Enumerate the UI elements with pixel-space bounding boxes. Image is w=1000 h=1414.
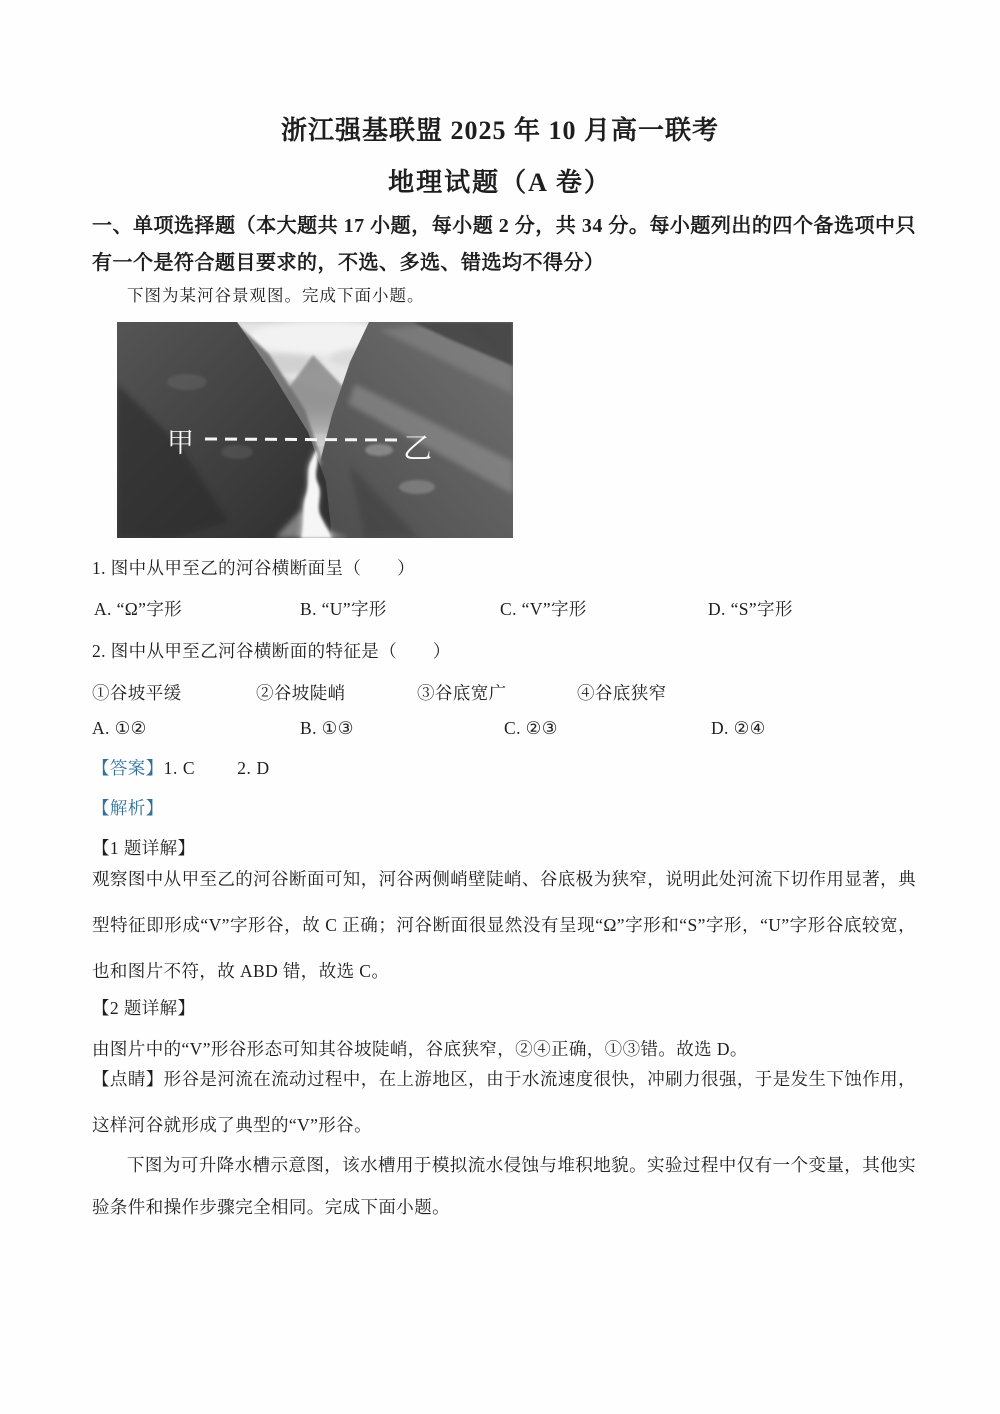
question1-stem: 1. 图中从甲至乙的河谷横断面呈（ ）	[92, 558, 415, 578]
question2-items	[0, 680, 1000, 704]
q1-option-c: C. “V”字形	[500, 599, 587, 619]
q2-item-3: ③谷底宽广	[417, 683, 507, 703]
figure-label-yi: 乙	[403, 433, 433, 465]
scree	[365, 444, 393, 456]
section-heading: 一、单项选择题（本大题共 17 小题，每小题 2 分，共 34 分。每小题列出的四个备选项中只有一个是符合题目要求的，不选、多选、错选均不得分）	[92, 215, 916, 274]
question-group1-intro: 下图为某河谷景观图。完成下面小题。	[127, 286, 425, 305]
detail1-text: 观察图中从甲至乙的河谷断面可知，河谷两侧峭壁陡峭、谷底极为狭窄，说明此处河流下切作用显著，典型特征即形成“V”字形谷，故 C 正确；河谷断面很显然没有呈现“Ω”字形和“S”字形，“U”字形谷底较宽，也和图片不符，故 ABD 错，故选 C。	[92, 869, 916, 981]
question2-options	[0, 718, 1000, 742]
q2-option-c: C. ②③	[504, 718, 558, 738]
analysis-label: 【解析】	[92, 798, 164, 818]
detail1-header: 【1 题详解】	[92, 838, 196, 858]
answer-label: 【答案】	[92, 758, 164, 778]
q2-option-d: D. ②④	[711, 718, 766, 738]
rock-texture	[167, 374, 207, 390]
rock-texture	[221, 445, 253, 459]
answer-line	[92, 756, 916, 780]
q1-option-d: D. “S”字形	[708, 599, 793, 619]
tip-text: 【点睛】形谷是河流在流动过程中，在上游地区，由于水流速度很快，冲刷力很强，于是发生下蚀作用，这样河谷就形成了典型的“V”形谷。	[92, 1069, 916, 1135]
q2-item-4: ④谷底狭窄	[577, 683, 667, 703]
q1-option-b: B. “U”字形	[300, 599, 387, 619]
answer-q1: 1. C	[163, 758, 196, 778]
question-group2-intro: 下图为可升降水槽示意图，该水槽用于模拟流水侵蚀与堆积地貌。实验过程中仅有一个变量，其他实验条件和操作步骤完全相同。完成下面小题。	[92, 1155, 916, 1217]
page-title: 浙江强基联盟 2025 年 10 月高一联考	[280, 116, 719, 145]
page-subtitle: 地理试题（A 卷）	[388, 168, 612, 197]
question1-options	[0, 596, 1000, 620]
answer-q2: 2. D	[237, 758, 270, 778]
q2-option-a: A. ①②	[92, 718, 147, 738]
detail2-text: 由图片中的“V”形谷形态可知其谷坡陡峭，谷底狭窄，②④正确，①③错。故选 D。	[92, 1039, 748, 1059]
river-valley-photo	[117, 322, 513, 538]
q1-option-a: A. “Ω”字形	[94, 599, 183, 619]
q2-item-2: ②谷坡陡峭	[256, 683, 346, 703]
detail2-header: 【2 题详解】	[92, 998, 196, 1018]
figure-label-jia: 甲	[167, 428, 194, 458]
scree	[399, 480, 435, 494]
q2-option-b: B. ①③	[300, 718, 354, 738]
question2-stem: 2. 图中从甲至乙河谷横断面的特征是（ ）	[92, 641, 451, 661]
q2-item-1: ①谷坡平缓	[92, 683, 182, 703]
